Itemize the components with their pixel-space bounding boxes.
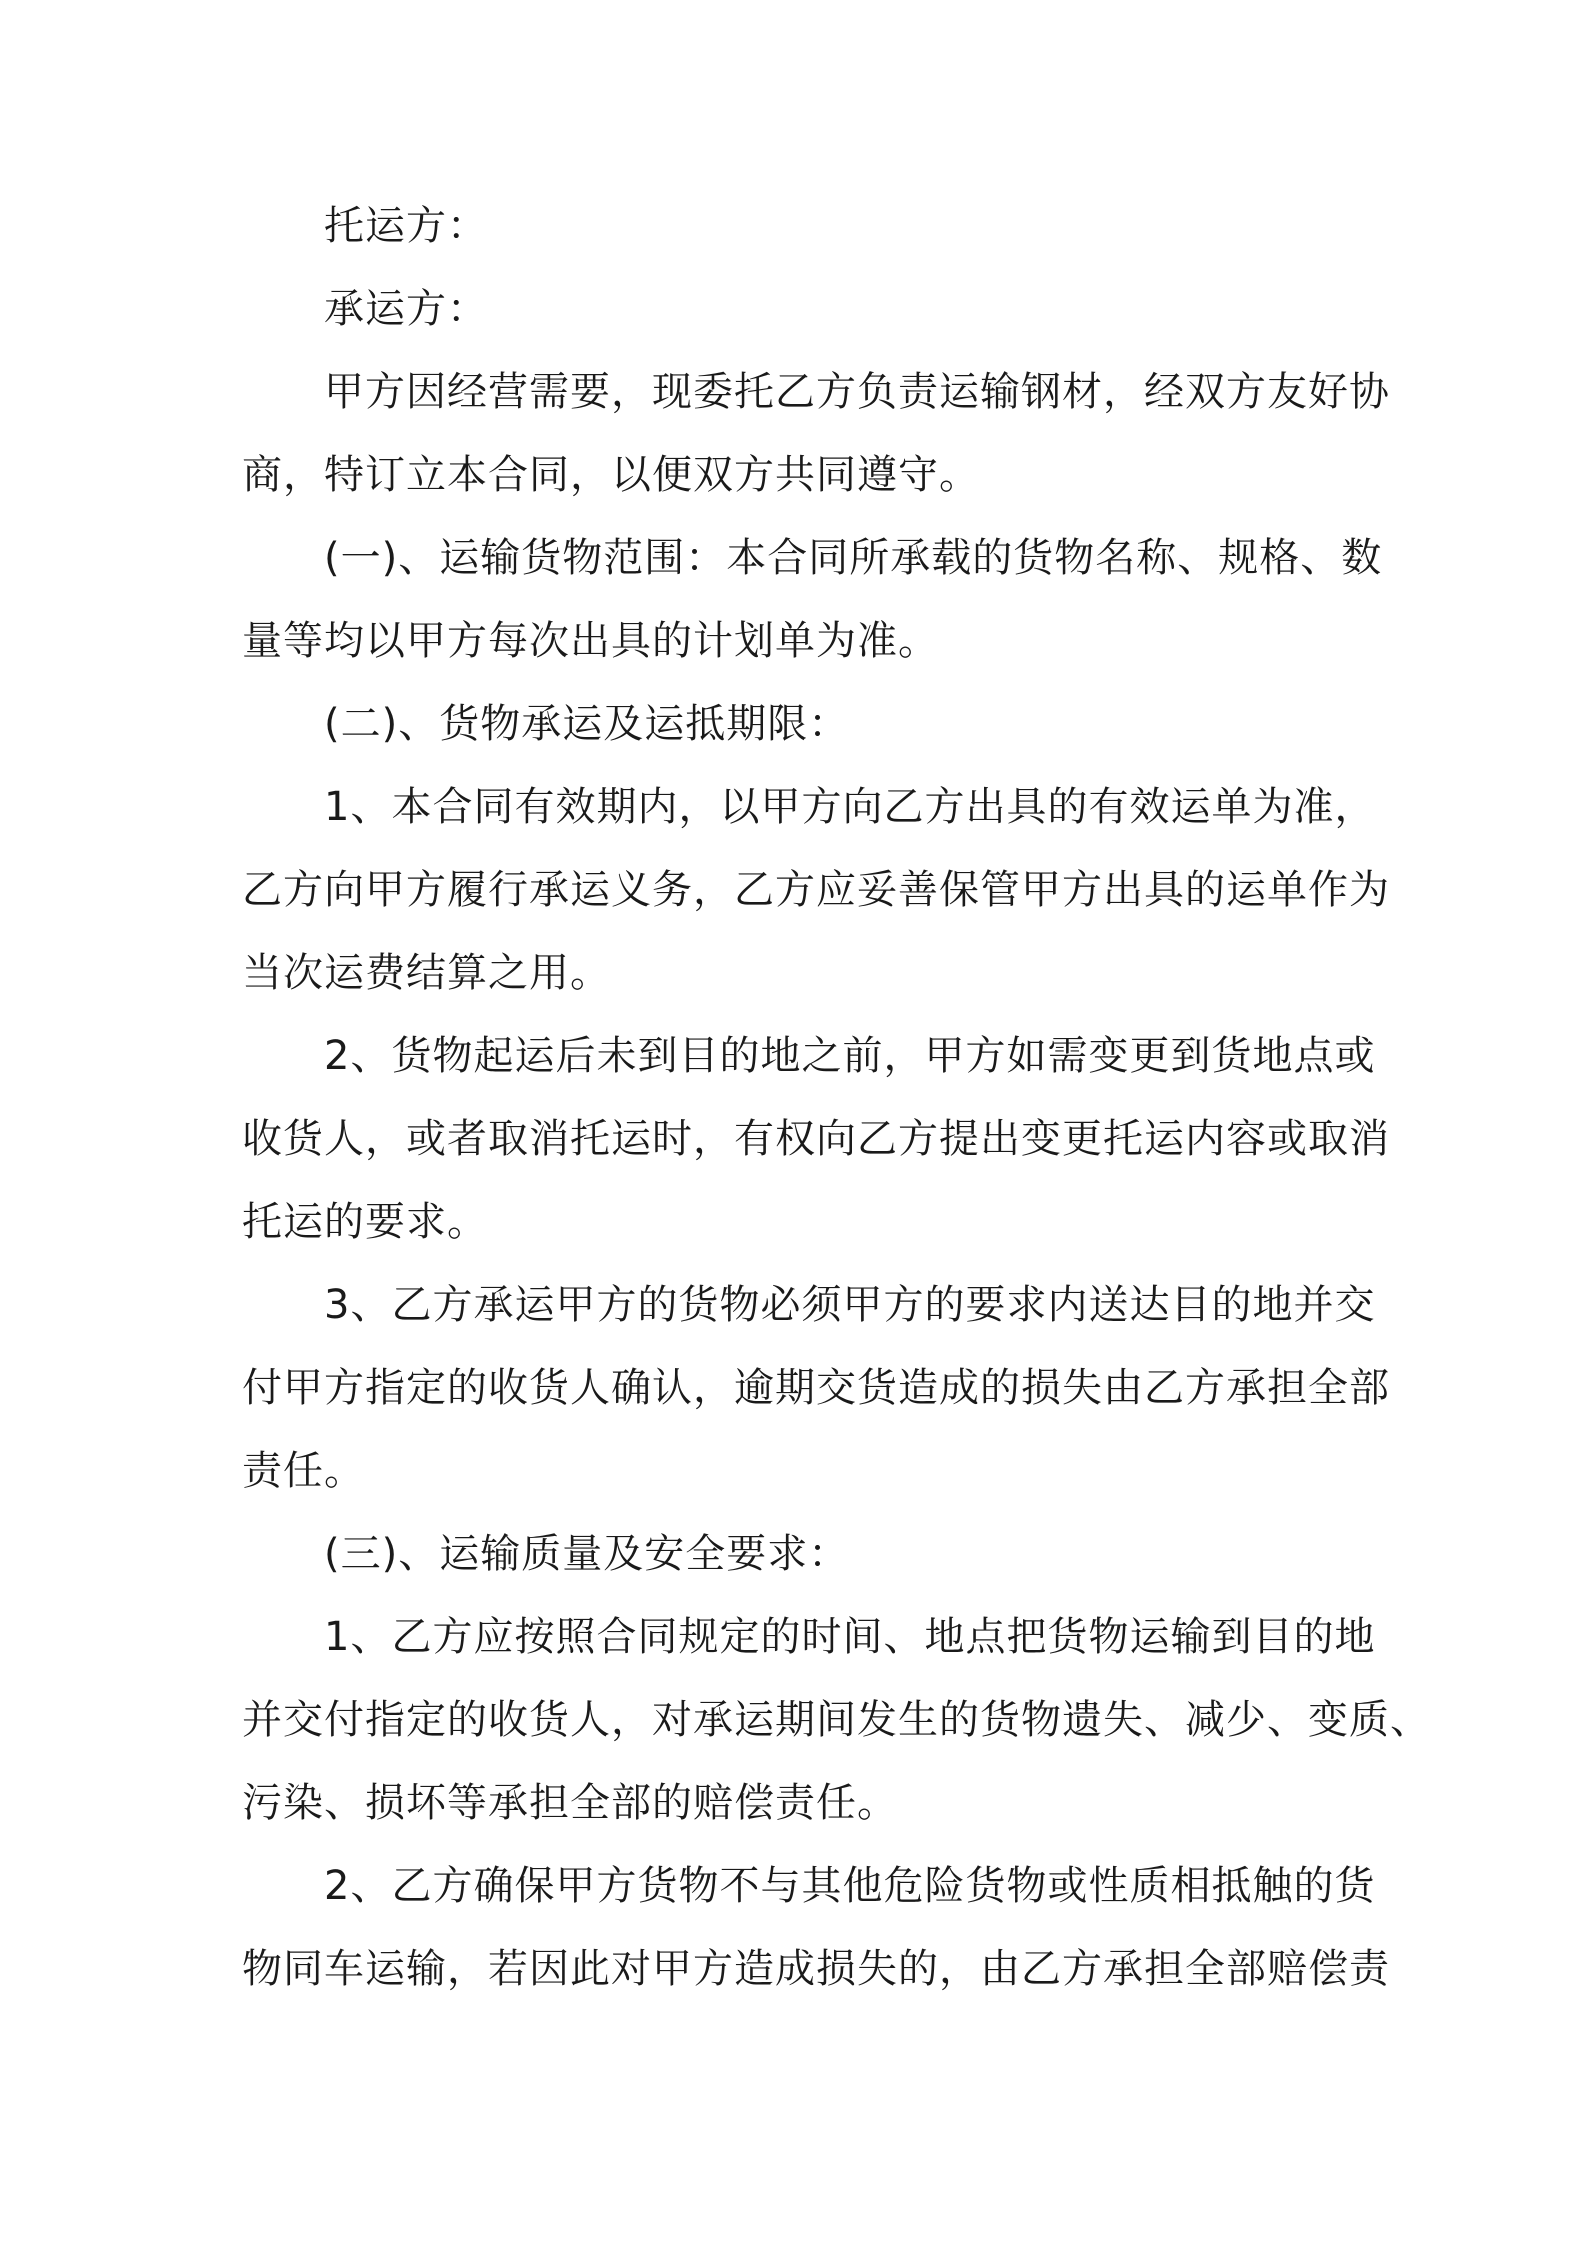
paragraph-line: 商，特订立本合同，以便双方共同遵守。 — [242, 452, 980, 498]
clause-line: 当次运费结算之用。 — [242, 950, 611, 996]
paragraph-line: 甲方因经营需要，现委托乙方负责运输钢材，经双方友好协 — [324, 369, 1390, 415]
clause-line: 并交付指定的收货人，对承运期间发生的货物遗失、减少、变质、 — [242, 1697, 1431, 1743]
section-heading-3: (三)、运输质量及安全要求： — [324, 1531, 850, 1577]
clause-line: 污染、损坏等承担全部的赔偿责任。 — [242, 1780, 898, 1826]
clause-line: 1、乙方应按照合同规定的时间、地点把货物运输到目的地 — [324, 1614, 1376, 1660]
section-heading-2: (二)、货物承运及运抵期限： — [324, 701, 850, 747]
clause-line: 2、货物起运后未到目的地之前，甲方如需变更到货地点或 — [324, 1033, 1376, 1079]
clause-line: 物同车运输，若因此对甲方造成损失的，由乙方承担全部赔偿责 — [242, 1946, 1390, 1992]
clause-line: 付甲方指定的收货人确认，逾期交货造成的损失由乙方承担全部 — [242, 1365, 1390, 1411]
clause-line: 乙方向甲方履行承运义务，乙方应妥善保管甲方出具的运单作为 — [242, 867, 1390, 913]
section-heading-1: (一)、运输货物范围：本合同所承载的货物名称、规格、数 — [324, 535, 1383, 581]
clause-line: 收货人，或者取消托运时，有权向乙方提出变更托运内容或取消 — [242, 1116, 1390, 1162]
clause-line: 责任。 — [242, 1448, 365, 1494]
clause-line: 3、乙方承运甲方的货物必须甲方的要求内送达目的地并交 — [324, 1282, 1376, 1328]
clause-line: 2、乙方确保甲方货物不与其他危险货物或性质相抵触的货 — [324, 1863, 1376, 1909]
clause-line: 托运的要求。 — [242, 1199, 488, 1245]
shipper-line: 托运方： — [324, 203, 488, 249]
paragraph-line: 量等均以甲方每次出具的计划单为准。 — [242, 618, 939, 664]
clause-line: 1、本合同有效期内，以甲方向乙方出具的有效运单为准， — [324, 784, 1376, 830]
carrier-line: 承运方： — [324, 286, 488, 332]
